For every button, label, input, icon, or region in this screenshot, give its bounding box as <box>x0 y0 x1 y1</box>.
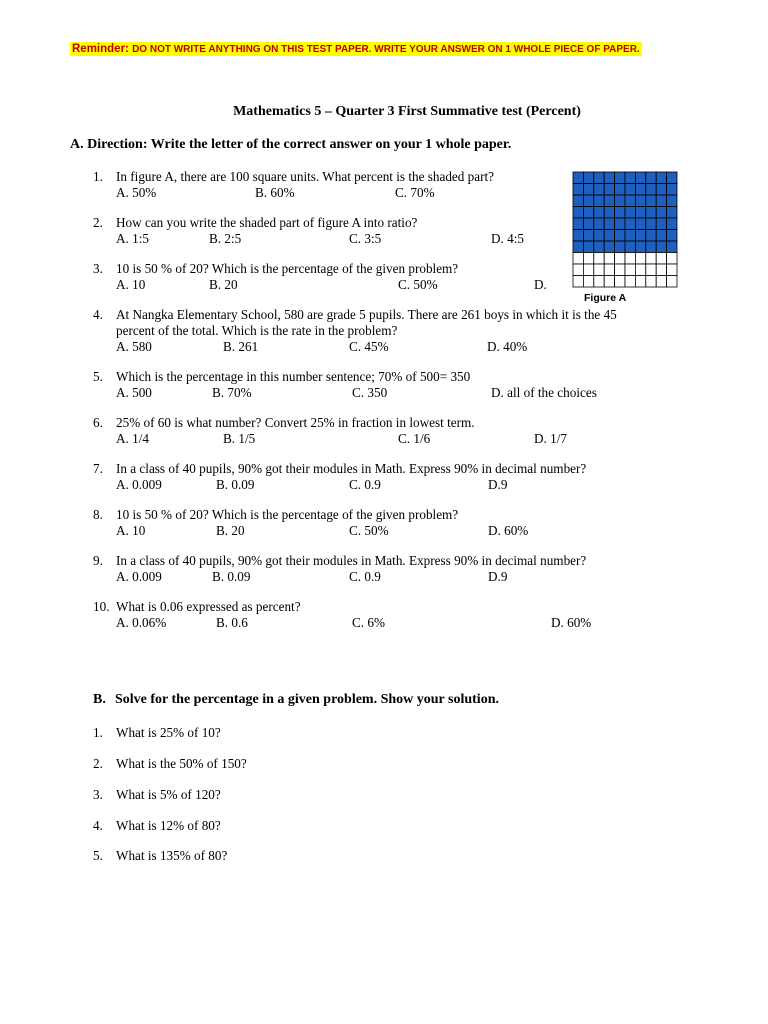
unshaded-square <box>635 264 645 276</box>
unshaded-square <box>646 276 656 288</box>
unshaded-square <box>573 276 583 288</box>
shaded-square <box>656 230 666 242</box>
shaded-square <box>604 184 614 196</box>
answer-option: C. 0.9 <box>349 477 381 492</box>
answer-option: D.9 <box>488 569 508 584</box>
unshaded-square <box>594 264 604 276</box>
answer-option: B. 2:5 <box>209 231 242 246</box>
question-number: 2. <box>93 756 103 771</box>
answer-option: B. 20 <box>209 277 238 292</box>
shaded-square <box>583 184 593 196</box>
question-body <box>116 415 567 447</box>
shaded-square <box>594 218 604 230</box>
shaded-square <box>594 241 604 253</box>
answer-option: D. 4:5 <box>491 231 524 246</box>
question-number: 3. <box>93 787 103 802</box>
shaded-square <box>646 230 656 242</box>
question-text: 10 is 50 % of 20? Which is the percentage of the given problem? <box>116 261 459 276</box>
shaded-square <box>635 218 645 230</box>
section-a-direction: A. Direction: Write the letter of the correct answer on your 1 whole paper. <box>70 137 512 152</box>
shaded-square <box>635 207 645 219</box>
answer-option: B. 0.09 <box>216 477 255 492</box>
answer-option: D.9 <box>488 477 508 492</box>
answer-option: C. 3:5 <box>349 231 382 246</box>
shaded-square <box>604 218 614 230</box>
shaded-square <box>615 195 625 207</box>
shaded-square <box>594 184 604 196</box>
shaded-square <box>656 172 666 184</box>
question-number: 1. <box>93 725 103 740</box>
answer-option: B. 20 <box>216 523 245 538</box>
figure-a-grid <box>572 171 678 289</box>
shaded-square <box>646 207 656 219</box>
unshaded-square <box>667 276 677 288</box>
shaded-square <box>625 207 635 219</box>
shaded-square <box>604 195 614 207</box>
shaded-square <box>625 230 635 242</box>
unshaded-square <box>594 276 604 288</box>
unshaded-square <box>604 253 614 265</box>
question-number: 4. <box>93 818 103 833</box>
unshaded-square <box>594 253 604 265</box>
shaded-square <box>635 230 645 242</box>
shaded-square <box>625 184 635 196</box>
shaded-square <box>583 195 593 207</box>
answer-option: D. 1/7 <box>534 431 567 446</box>
answer-option: A. 0.009 <box>116 477 162 492</box>
unshaded-square <box>667 264 677 276</box>
answer-option: A. 1/4 <box>116 431 149 446</box>
question-number: 7. <box>93 461 103 476</box>
question-body <box>116 599 592 631</box>
question-number: 6. <box>93 415 103 430</box>
section-b-title: Solve for the percentage in a given problem. Show your solution. <box>115 692 499 707</box>
reminder-text: DO NOT WRITE ANYTHING ON THIS TEST PAPER. WRITE YOUR ANSWER ON 1 WHOLE PIECE OF PAPER. <box>132 44 640 55</box>
shaded-square <box>625 241 635 253</box>
answer-option: C. 70% <box>395 185 435 200</box>
unshaded-square <box>583 264 593 276</box>
shaded-square <box>615 172 625 184</box>
shaded-square <box>583 172 593 184</box>
shaded-square <box>615 241 625 253</box>
shaded-square <box>635 172 645 184</box>
answer-option: D. 60% <box>551 615 592 630</box>
shaded-square <box>667 230 677 242</box>
page-title: Mathematics 5 – Quarter 3 First Summative test (Percent) <box>233 104 581 119</box>
unshaded-square <box>635 253 645 265</box>
answer-options <box>116 231 524 247</box>
shaded-square <box>635 184 645 196</box>
unshaded-square <box>635 276 645 288</box>
shaded-square <box>646 172 656 184</box>
figure-a-caption: Figure A <box>584 292 627 304</box>
shaded-square <box>604 172 614 184</box>
question-text: What is 12% of 80? <box>116 818 221 833</box>
question-text: 10 is 50 % of 20? Which is the percentage of the given problem? <box>116 507 459 522</box>
shaded-square <box>583 218 593 230</box>
unshaded-square <box>646 264 656 276</box>
answer-option: B. 0.09 <box>212 569 251 584</box>
question-body <box>116 261 547 293</box>
question-number: 5. <box>93 848 103 863</box>
shaded-square <box>656 241 666 253</box>
unshaded-square <box>656 264 666 276</box>
question-text: How can you write the shaded part of figure A into ratio? <box>116 215 418 230</box>
answer-option: D. <box>534 277 547 292</box>
answer-option: A. 580 <box>116 339 152 354</box>
answer-option: C. 350 <box>352 385 388 400</box>
reminder-label: Reminder: <box>72 43 129 55</box>
shaded-square <box>573 241 583 253</box>
shaded-square <box>656 184 666 196</box>
question-text: In a class of 40 pupils, 90% got their modules in Math. Express 90% in decimal number? <box>116 553 587 568</box>
question-number: 9. <box>93 553 103 568</box>
question-text: What is 0.06 expressed as percent? <box>116 599 301 614</box>
answer-option: A. 500 <box>116 385 152 400</box>
answer-option: C. 6% <box>352 615 385 630</box>
shaded-square <box>635 195 645 207</box>
question-text: In figure A, there are 100 square units. What percent is the shaded part? <box>116 169 495 184</box>
shaded-square <box>573 184 583 196</box>
answer-option: D. 60% <box>488 523 529 538</box>
answer-option: A. 10 <box>116 277 146 292</box>
answer-option: B. 261 <box>223 339 259 354</box>
answer-option: C. 50% <box>398 277 438 292</box>
shaded-square <box>667 195 677 207</box>
shaded-square <box>635 241 645 253</box>
question-body <box>116 307 617 355</box>
shaded-square <box>625 172 635 184</box>
question-number: 1. <box>93 169 103 184</box>
shaded-square <box>583 230 593 242</box>
answer-option: B. 1/5 <box>223 431 256 446</box>
shaded-square <box>573 207 583 219</box>
shaded-square <box>594 207 604 219</box>
answer-option: B. 0.6 <box>216 615 248 630</box>
shaded-square <box>615 184 625 196</box>
question-body <box>116 369 597 401</box>
unshaded-square <box>656 276 666 288</box>
answer-option: A. 50% <box>116 185 157 200</box>
answer-option: C. 45% <box>349 339 389 354</box>
question-body <box>116 507 529 539</box>
unshaded-square <box>625 253 635 265</box>
unshaded-square <box>646 253 656 265</box>
answer-option: D. 40% <box>487 339 528 354</box>
unshaded-square <box>656 253 666 265</box>
answer-options <box>116 185 494 201</box>
question-text: At Nangka Elementary School, 580 are grade 5 pupils. There are 261 boys in which it is the 45 <box>116 307 617 322</box>
question-text: percent of the total. Which is the rate in the problem? <box>116 323 398 338</box>
question-text: What is 25% of 10? <box>116 725 221 740</box>
figure-a-svg <box>572 171 678 289</box>
answer-option: C. 0.9 <box>349 569 381 584</box>
reminder-banner <box>70 42 642 56</box>
shaded-square <box>656 218 666 230</box>
question-text: 25% of 60 is what number? Convert 25% in fraction in lowest term. <box>116 415 475 430</box>
shaded-square <box>594 195 604 207</box>
answer-option: C. 1/6 <box>398 431 431 446</box>
shaded-square <box>625 218 635 230</box>
shaded-square <box>615 230 625 242</box>
section-b-letter: B. <box>93 692 106 707</box>
answer-option: C. 50% <box>349 523 389 538</box>
question-text: What is 5% of 120? <box>116 787 221 802</box>
shaded-square <box>667 218 677 230</box>
answer-option: A. 1:5 <box>116 231 149 246</box>
unshaded-square <box>615 253 625 265</box>
shaded-square <box>573 172 583 184</box>
question-body <box>116 169 494 201</box>
shaded-square <box>604 241 614 253</box>
shaded-square <box>667 241 677 253</box>
question-text: What is 135% of 80? <box>116 848 228 863</box>
unshaded-square <box>615 264 625 276</box>
unshaded-square <box>604 264 614 276</box>
shaded-square <box>604 230 614 242</box>
unshaded-square <box>604 276 614 288</box>
shaded-square <box>583 207 593 219</box>
shaded-square <box>646 218 656 230</box>
answer-option: D. all of the choices <box>491 385 597 400</box>
question-number: 5. <box>93 369 103 384</box>
shaded-square <box>646 184 656 196</box>
question-body <box>116 215 524 247</box>
answer-options <box>116 615 592 631</box>
unshaded-square <box>615 276 625 288</box>
shaded-square <box>573 230 583 242</box>
question-number: 4. <box>93 307 103 322</box>
unshaded-square <box>583 276 593 288</box>
question-number: 3. <box>93 261 103 276</box>
answer-options <box>116 523 529 539</box>
answer-options <box>116 431 567 447</box>
shaded-square <box>656 207 666 219</box>
question-number: 2. <box>93 215 103 230</box>
shaded-square <box>594 230 604 242</box>
shaded-square <box>646 241 656 253</box>
answer-options <box>116 569 586 585</box>
question-body <box>116 553 586 585</box>
answer-option: A. 10 <box>116 523 146 538</box>
answer-options <box>116 477 586 493</box>
shaded-square <box>625 195 635 207</box>
answer-options <box>116 277 547 293</box>
answer-options <box>116 339 617 355</box>
shaded-square <box>583 241 593 253</box>
answer-option: B. 60% <box>255 185 295 200</box>
answer-option: A. 0.06% <box>116 615 167 630</box>
shaded-square <box>667 184 677 196</box>
shaded-square <box>594 172 604 184</box>
question-number: 8. <box>93 507 103 522</box>
unshaded-square <box>573 253 583 265</box>
unshaded-square <box>583 253 593 265</box>
question-text: Which is the percentage in this number sentence; 70% of 500= 350 <box>116 369 471 384</box>
question-body <box>116 461 586 493</box>
answer-options <box>116 385 597 401</box>
shaded-square <box>573 195 583 207</box>
answer-option: B. 70% <box>212 385 252 400</box>
unshaded-square <box>625 276 635 288</box>
shaded-square <box>646 195 656 207</box>
shaded-square <box>667 207 677 219</box>
unshaded-square <box>573 264 583 276</box>
question-number: 10. <box>93 599 110 614</box>
answer-option: A. 0.009 <box>116 569 162 584</box>
question-text: What is the 50% of 150? <box>116 756 247 771</box>
shaded-square <box>656 195 666 207</box>
shaded-square <box>615 207 625 219</box>
question-text: In a class of 40 pupils, 90% got their modules in Math. Express 90% in decimal number? <box>116 461 587 476</box>
shaded-square <box>573 218 583 230</box>
unshaded-square <box>667 253 677 265</box>
shaded-square <box>604 207 614 219</box>
shaded-square <box>667 172 677 184</box>
shaded-square <box>615 218 625 230</box>
unshaded-square <box>625 264 635 276</box>
